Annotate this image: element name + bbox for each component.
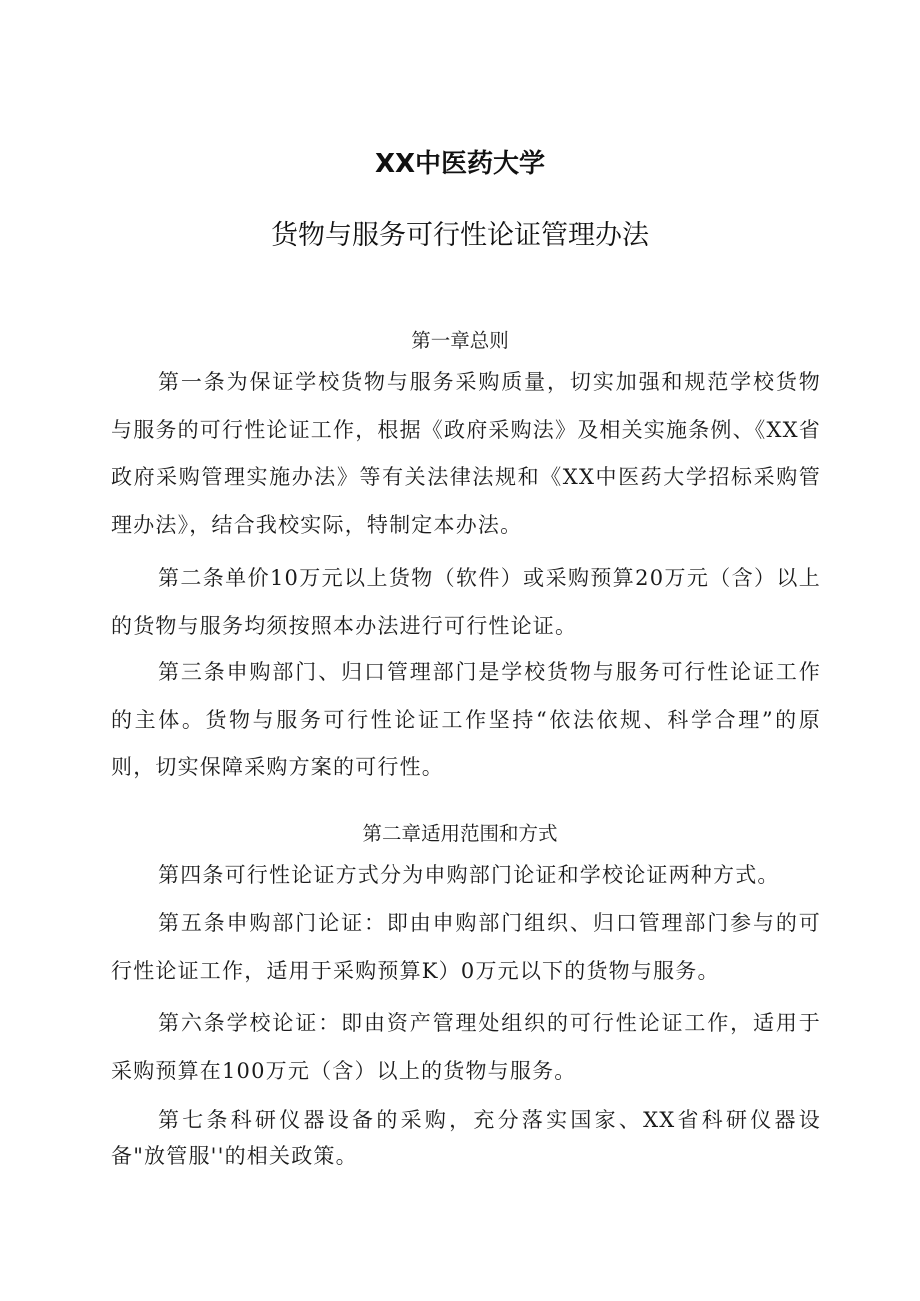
article-paragraph: 第五条申购部门论证：即由申购部门组织、归口管理部门参与的可行性论证工作，适用于采购预算K）0万元以下的货物与服务。 [111,911,821,983]
article-paragraph: 第六条学校论证：即由资产管理处组织的可行性论证工作，适用于采购预算在100万元（含）以上的货物与服务。 [111,1011,821,1083]
article-paragraph: 第二条单价10万元以上货物（软件）或采购预算20万元（含）以上的货物与服务均须按照本办法进行可行性论证。 [111,566,821,638]
article-paragraph: 第四条可行性论证方式分为申购部门论证和学校论证两种方式。 [158,863,780,887]
chapter-heading: 第一章总则 [411,329,509,352]
document-title: XX中医药大学 [374,149,546,179]
article-paragraph: 第一条为保证学校货物与服务采购质量，切实加强和规范学校货物与服务的可行性论证工作，根据《政府采购法》及相关实施条例、《XX省政府采购管理实施办法》等有关法律法规和《XX中医药大学招标采购管理办法》，结合我校实际，特制定本办法。 [111,370,821,537]
article-paragraph: 第三条申购部门、归口管理部门是学校货物与服务可行性论证工作的主体。货物与服务可行性论证工作坚持“依法依规、科学合理”的原则，切实保障采购方案的可行性。 [111,660,821,779]
document-subtitle: 货物与服务可行性论证管理办法 [271,220,649,251]
chapter-heading: 第二章适用范围和方式 [362,822,558,845]
article-paragraph: 第七条科研仪器设备的采购，充分落实国家、XX省科研仪器设备"放管服''的相关政策。 [111,1108,821,1168]
